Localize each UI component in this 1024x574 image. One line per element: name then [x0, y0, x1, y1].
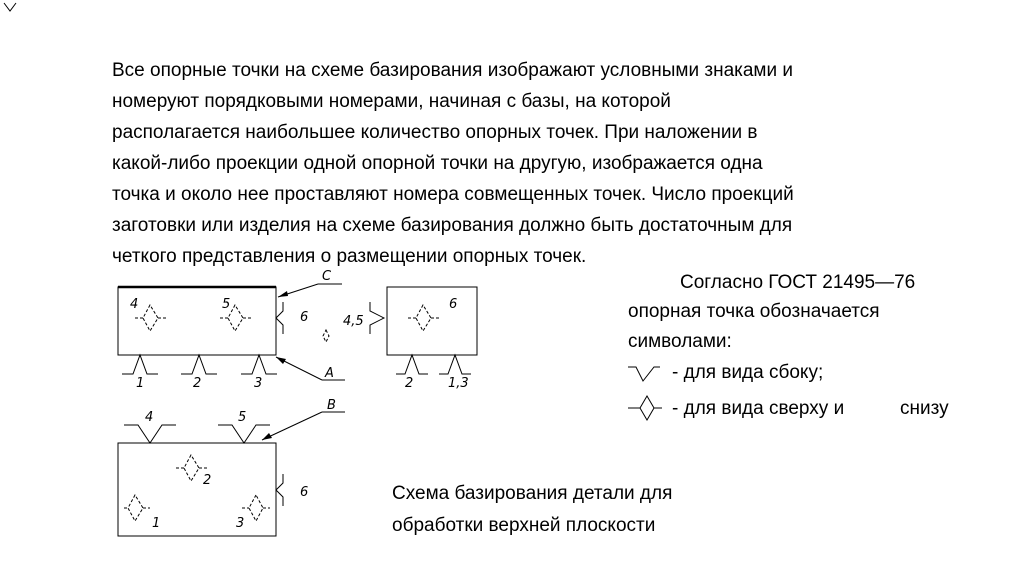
side-view-text: - для вида сбоку; — [672, 362, 824, 383]
label-point-3: 3 — [254, 376, 263, 391]
label-point-2: 2 — [193, 376, 202, 391]
top-view-text: - для вида сверху и — [672, 398, 845, 419]
label-bottom-4: 4 — [145, 410, 154, 425]
label-right-6: 6 — [449, 297, 458, 312]
top-view-text-tail: снизу — [900, 398, 949, 419]
paragraph-line: четкого представления о размещении опорных точек. — [112, 246, 587, 267]
side-view — [370, 287, 477, 374]
label-right-1-3: 1,3 — [448, 376, 469, 391]
label-point-5: 5 — [222, 297, 231, 312]
label-point-4-5: 4,5 — [343, 314, 364, 329]
label-c: C — [322, 269, 332, 284]
side-view-symbol-icon — [628, 367, 660, 381]
paragraph-line: заготовки или изделия на схеме базирования должно быть достаточным для — [112, 215, 793, 236]
label-bottom-3: 3 — [236, 516, 245, 531]
top-view-symbol-icon — [628, 396, 662, 420]
paragraph-line: номеруют порядковыми номерами, начиная с базы, на которой — [112, 91, 671, 112]
gost-line-1: Согласно ГОСТ 21495—76 — [680, 272, 916, 293]
corner-mark-icon — [4, 3, 16, 11]
front-view — [118, 284, 345, 380]
paragraph-line: точка и около нее проставляют номера совмещенных точек. Число проекций — [112, 184, 794, 205]
label-point-1: 1 — [136, 376, 145, 391]
paragraph-line: Все опорные точки на схеме базирования изображают условными знаками и — [112, 60, 793, 81]
label-point-6: 6 — [300, 310, 309, 325]
label-bottom-6: 6 — [300, 485, 309, 500]
caption-line-2: обработки верхней плоскости — [392, 515, 656, 536]
label-point-4: 4 — [130, 297, 139, 312]
label-bottom-5: 5 — [238, 410, 247, 425]
label-bottom-2: 2 — [203, 473, 212, 488]
paragraph-line: какой-либо проекции одной опорной точки на другую, изображается одна — [112, 153, 763, 174]
label-bottom-1: 1 — [152, 516, 161, 531]
paragraph-line: располагается наибольшее количество опорных точек. При наложении в — [112, 122, 758, 143]
gost-line-3: символами: — [628, 331, 732, 352]
label-a: A — [325, 366, 334, 381]
label-right-2: 2 — [405, 376, 414, 391]
caption-line-1: Схема базирования детали для — [392, 483, 673, 504]
gost-line-2: опорная точка обозначается — [628, 301, 880, 322]
label-b: B — [327, 398, 336, 413]
